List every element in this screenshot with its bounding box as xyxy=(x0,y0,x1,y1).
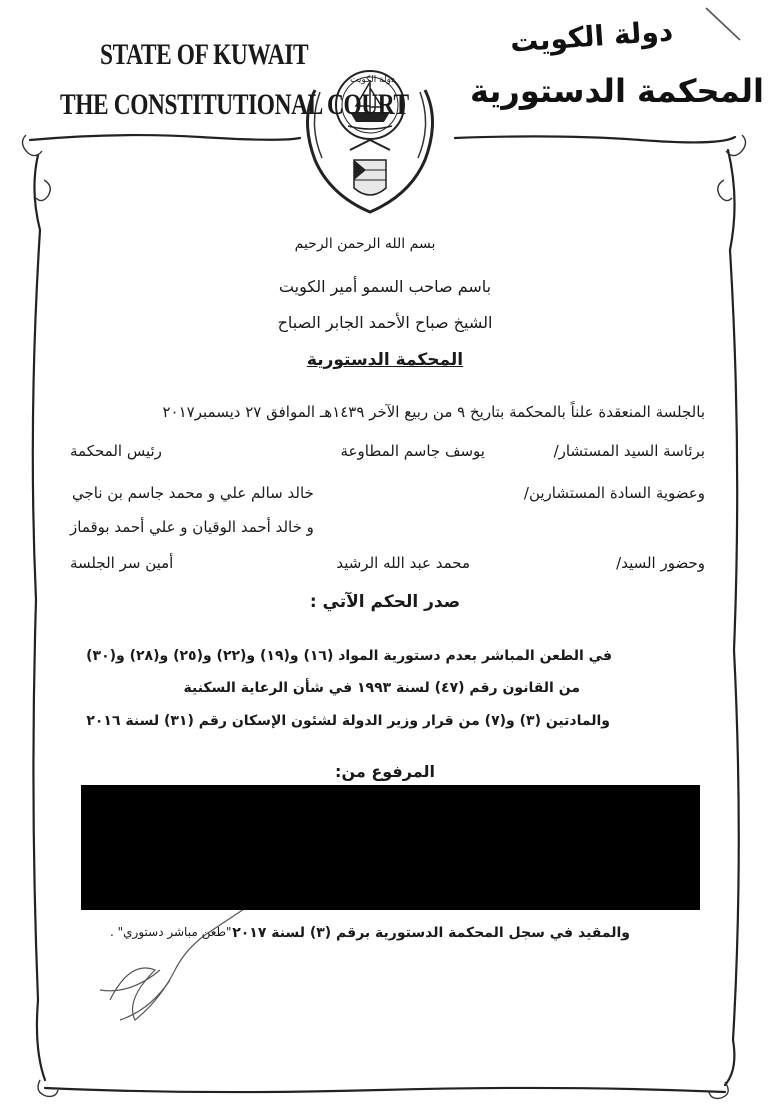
attendance-role: أمين سر الجلسة xyxy=(70,554,174,572)
emir-line: الشيخ صباح الأحمد الجابر الصباح xyxy=(277,313,493,332)
registration-line: والمقيد في سجل المحكمة الدستورية برقم (٣) لسنة ٢٠١٧ xyxy=(232,925,630,941)
english-header-state: STATE OF KUWAIT xyxy=(100,38,309,71)
signature xyxy=(100,895,265,1020)
presidency-name: يوسف جاسم المطاوعة xyxy=(340,442,485,460)
appeal-line-2: من القانون رقم (٤٧) لسنة ١٩٩٣ في شأن الرعاية السكنية xyxy=(183,680,580,696)
filed-by-label: المرفوع من: xyxy=(335,762,435,781)
top-left-rule xyxy=(30,135,300,140)
court-title: المحكمة الدستورية xyxy=(306,350,464,370)
basmala: بسم الله الرحمن الرحيم xyxy=(294,236,436,252)
registration-type: "طعن مباشر دستوري" . xyxy=(110,925,232,939)
appeal-line-3: والمادتين (٣) و(٧) من قرار وزير الدولة لشئون الإسكان رقم (٣١) لسنة ٢٠١٦ xyxy=(86,713,610,729)
emblem-arabic-label: دولة الكويت xyxy=(350,75,395,85)
arabic-header-court: المحكمة الدستورية xyxy=(470,72,765,110)
presidency-role: رئيس المحكمة xyxy=(70,442,162,460)
appeal-line-1: في الطعن المباشر بعدم دستورية المواد (١٦) و(١٩) و(٢٢) و(٢٥) و(٢٨) و(٣٠) xyxy=(86,648,612,664)
english-header-court: THE CONSTITUTIONAL COURT xyxy=(60,88,409,121)
top-right-rule xyxy=(455,136,735,142)
attendance-label: وحضور السيد/ xyxy=(616,554,705,572)
arabic-header-state: دولة الكويت xyxy=(509,14,675,59)
members-label: وعضوية السادة المستشارين/ xyxy=(523,484,705,502)
session-line: بالجلسة المنعقدة علناً بالمحكمة بتاريخ ٩ من ربيع الآخر ١٤٣٩هـ الموافق ٢٧ ديسمبر٢٠١٧ xyxy=(162,403,705,421)
pen-mark xyxy=(706,8,740,40)
verdict-intro: صدر الحكم الآتي : xyxy=(309,592,461,612)
bottom-border xyxy=(45,1088,725,1092)
redacted-block xyxy=(81,785,700,910)
attendance-name: محمد عبد الله الرشيد xyxy=(336,554,470,572)
members-line1: خالد سالم علي و محمد جاسم بن ناجي xyxy=(72,484,314,502)
members-line2: و خالد أحمد الوقيان و علي أحمد بوقماز xyxy=(70,518,314,536)
presidency-label: برئاسة السيد المستشار/ xyxy=(553,442,705,460)
in-name-line: باسم صاحب السمو أمير الكويت xyxy=(278,277,492,296)
